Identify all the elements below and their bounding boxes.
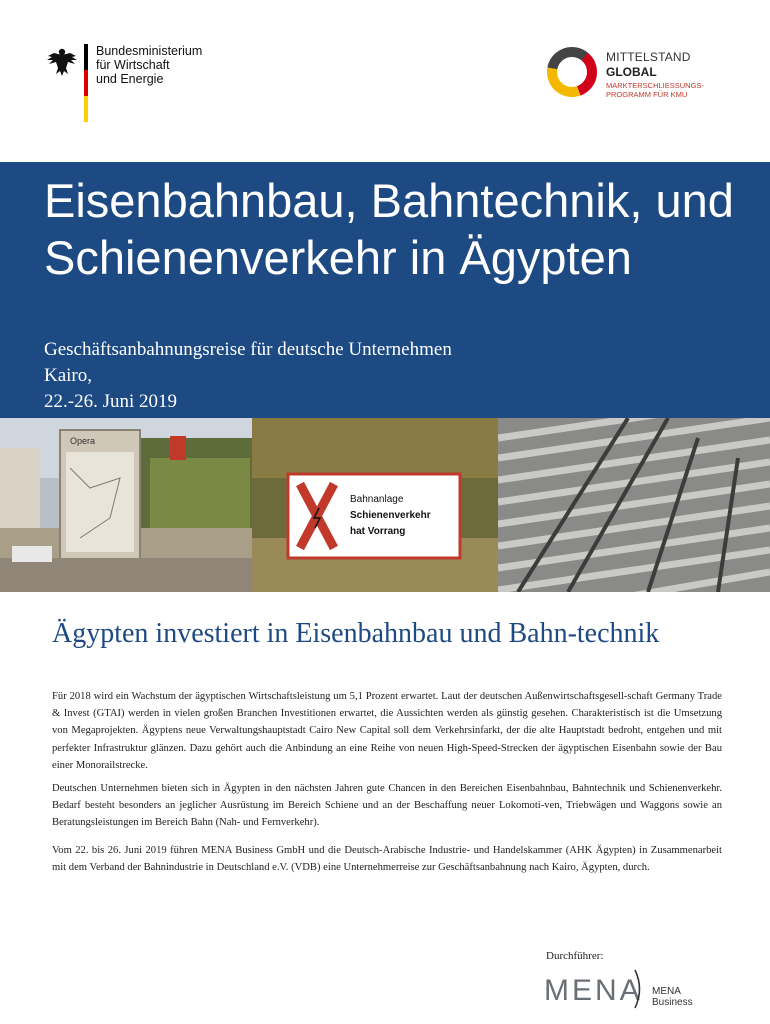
photo-railway-sign [252,418,498,592]
header [0,0,770,162]
mena-business-logo [544,966,720,1016]
sign-line: Schienenverkehr [350,510,431,521]
title-banner [0,162,770,418]
partner-line1: MITTELSTAND [606,50,691,64]
subtitle-line: Geschäftsanbahnungsreise für deutsche Unternehmen [44,339,452,360]
paragraph: Vom 22. bis 26. Juni 2019 führen MENA Business GmbH und die Deutsch-Arabische Industrie- und Handelskammer (AHK Ägypten) in Zusammenarbeit mit dem Verband der Bahnindustrie in Deutschland e.V. (VDB) eine Unternehmerreise zur Geschäftsanbahnung nach Kairo, Ägypten, durch. [52,845,722,874]
photo-strip [0,418,770,592]
mittelstand-global-logo [546,46,746,106]
mena-bracket-icon [632,968,646,1010]
federal-eagle-icon [44,44,80,80]
sign-line: Bahnanlage [350,494,404,505]
ministry-logo [44,44,80,80]
photo-sign-text: Opera [70,436,96,446]
page-title: Eisenbahnbau, Bahntechnik, und Schienenverkehr in Ägypten [44,174,734,284]
mena-logo-text: MENA [544,974,643,1007]
mena-business-text: MENA Business [652,986,693,1008]
paragraph: Für 2018 wird ein Wachstum der ägyptischen Wirtschaftsleistung um 5,1 Prozent erwartet. Laut der deutschen Außenwirtschaftsgesell-schaft Germany Trade & Invest (GTAI) werden in vielen großen Branchen Investitionen erwartet, die Aussichten werden als günstig gesehen. Charakteristisch ist die Umsetzung von Megaprojekten. Ägyptens neue Verwaltungshauptstadt Cairo New Capital soll dem Verkehrsinfarkt, der die alte Hauptstadt bedroht, entgehen und mit perfekter Infrastruktur glänzen. Dazu gehört auch die Anbindung an eine Reihe von neuen High-Speed-Strecken der ägyptischen Eisenbahn sowie der Bau einer Monorailstrecke. [52,691,722,771]
german-flag-bar [84,44,88,122]
article-headline: Ägypten investiert in Eisenbahnbau und Bahn-technik [52,618,660,649]
ministry-name: Bundesministerium für Wirtschaft und Energie [96,44,203,86]
subtitle-line: 22.-26. Juni 2019 [44,391,177,412]
partner-line2: GLOBAL [606,65,657,79]
mittelstand-ring-icon [546,46,598,98]
sign-line: hat Vorrang [350,526,406,537]
subtitle-line: Kairo, [44,365,93,386]
organizer-label: Durchführer: [546,950,604,962]
banner-subtitle [44,337,452,415]
photo-rail-switch [498,418,770,592]
partner-line3: MARKTERSCHLIESSUNGS- PROGRAMM FÜR KMU [606,81,704,99]
paragraph: Deutschen Unternehmen bieten sich in Ägypten in den nächsten Jahren gute Chancen in den Bereichen Eisenbahnbau, Bahntechnik und Schienenverkehr. Bedarf besteht besonders an jeglicher Ausrüstung im Bereich Schiene und an der Beschaffung neuer Lokomoti-ven, Triebwägen und Waggons sowie an Beratungsleistungen im Bereich Bahn (Nah- und Fernverkehr). [52,783,722,829]
photo-metro-station [0,418,252,592]
